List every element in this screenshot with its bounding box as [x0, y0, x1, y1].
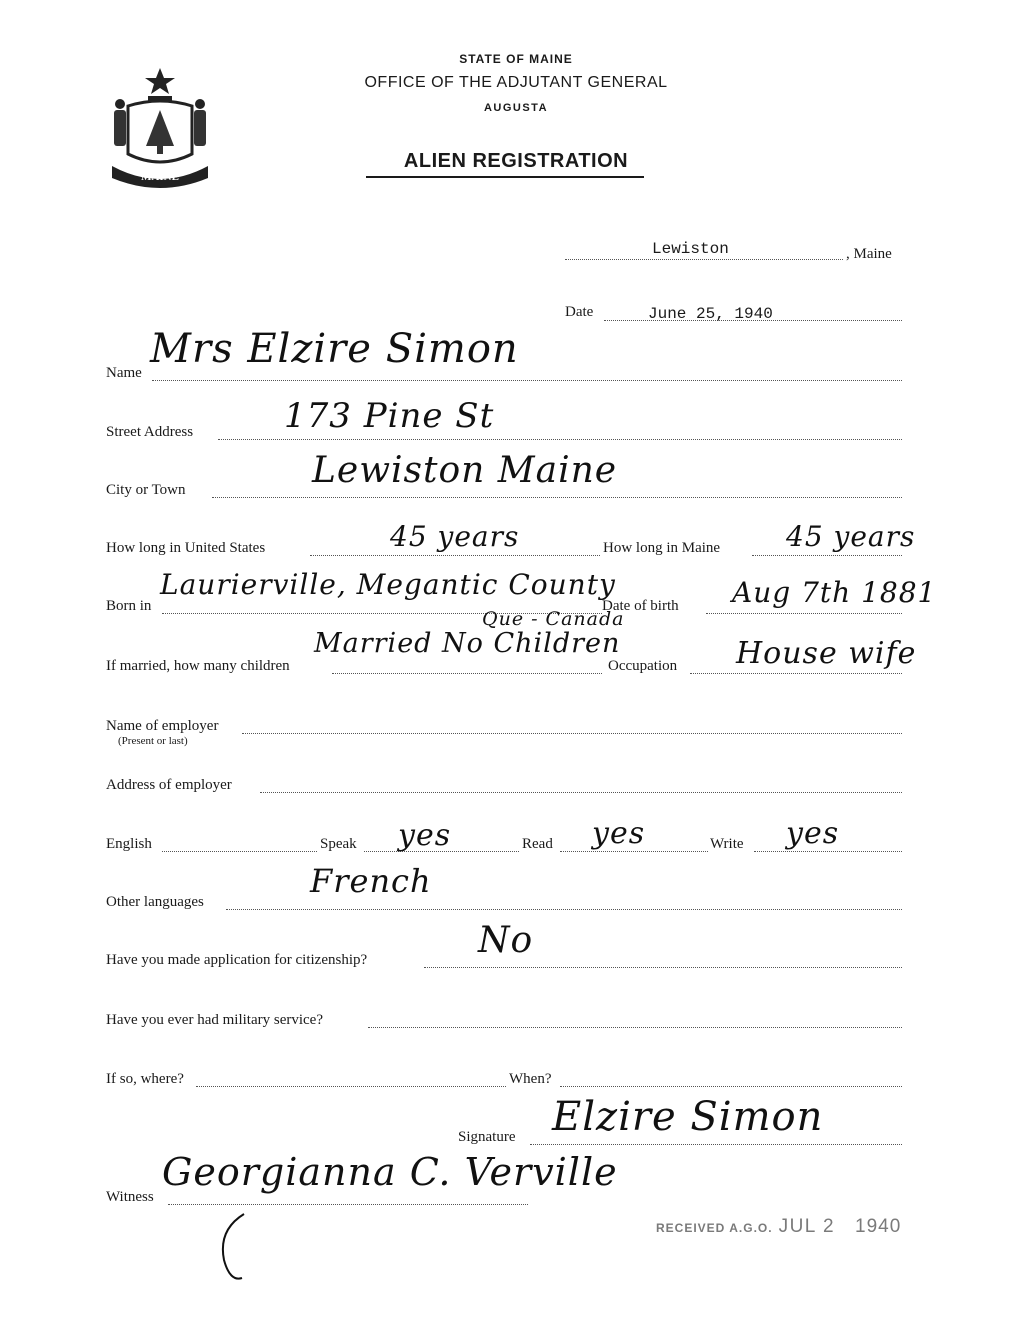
born-value[interactable]: Laurierville, Megantic County — [160, 568, 616, 601]
witness-flourish-icon — [214, 1210, 254, 1284]
speak-label: Speak — [320, 836, 357, 852]
citizenship-line — [424, 967, 902, 968]
write-label: Write — [710, 836, 744, 852]
date-label: Date — [565, 304, 594, 320]
dob-line — [706, 613, 902, 614]
date-value[interactable]: June 25, 1940 — [648, 305, 773, 323]
english-label: English — [106, 836, 152, 852]
place-value[interactable]: Lewiston — [652, 240, 729, 258]
other-languages-line — [226, 909, 902, 910]
occupation-line — [690, 673, 902, 674]
where-label: If so, where? — [106, 1071, 184, 1087]
place-suffix: , Maine — [846, 246, 892, 262]
office-heading: OFFICE OF THE ADJUTANT GENERAL — [364, 74, 668, 91]
how-long-us-value[interactable]: 45 years — [390, 520, 520, 553]
received-stamp-date: JUL 2 — [778, 1216, 836, 1237]
employer-sublabel: (Present or last) — [118, 735, 188, 747]
received-stamp-year: 1940 — [855, 1216, 902, 1237]
street-value[interactable]: 173 Pine St — [284, 396, 495, 436]
read-value[interactable]: yes — [592, 816, 646, 851]
citizenship-label: Have you made application for citizenship? — [106, 952, 368, 968]
received-stamp-label: RECEIVED A.G.O. — [656, 1221, 773, 1235]
city-line — [212, 497, 902, 498]
how-long-maine-line — [752, 555, 902, 556]
city-label: City or Town — [106, 482, 186, 498]
children-line — [332, 673, 602, 674]
children-value[interactable]: Married No Children — [314, 628, 621, 659]
write-value[interactable]: yes — [786, 816, 840, 851]
read-label: Read — [522, 836, 553, 852]
employer-line — [242, 733, 902, 734]
city-heading: AUGUSTA — [483, 102, 549, 114]
signature-line — [530, 1144, 902, 1145]
street-label: Street Address — [106, 424, 194, 440]
name-line — [152, 380, 902, 381]
citizenship-value[interactable]: No — [478, 920, 534, 961]
witness-value[interactable]: Georgianna C. Verville — [162, 1150, 618, 1194]
how-long-maine-value[interactable]: 45 years — [786, 520, 916, 553]
read-line — [560, 851, 708, 852]
military-label: Have you ever had military service? — [106, 1012, 323, 1028]
seal-label: MAINE — [141, 171, 179, 183]
when-label: When? — [509, 1071, 552, 1087]
form-title: ALIEN REGISTRATION — [403, 150, 629, 172]
english-line — [162, 851, 317, 852]
employer-label: Name of employer — [106, 718, 219, 734]
occupation-value[interactable]: House wife — [736, 636, 917, 671]
signature-label: Signature — [458, 1129, 516, 1145]
witness-label: Witness — [106, 1189, 154, 1205]
born-label: Born in — [106, 598, 152, 614]
received-stamp — [656, 1216, 901, 1238]
speak-value[interactable]: yes — [398, 818, 452, 853]
when-line — [560, 1086, 902, 1087]
witness-line — [168, 1204, 528, 1205]
other-languages-label: Other languages — [106, 894, 204, 910]
dob-label: Date of birth — [602, 598, 679, 614]
write-line — [754, 851, 902, 852]
state-heading: STATE OF MAINE — [459, 52, 573, 66]
born-value-2[interactable]: Que - Canada — [482, 608, 625, 630]
how-long-maine-label: How long in Maine — [603, 540, 721, 556]
employer-address-line — [260, 792, 902, 793]
city-value[interactable]: Lewiston Maine — [312, 450, 618, 491]
military-line — [368, 1027, 902, 1028]
other-languages-value[interactable]: French — [310, 862, 432, 900]
title-underline — [366, 176, 644, 178]
street-line — [218, 439, 902, 440]
name-label: Name — [106, 365, 142, 381]
how-long-us-line — [310, 555, 600, 556]
occupation-label: Occupation — [608, 658, 678, 674]
name-value[interactable]: Mrs Elzire Simon — [150, 326, 519, 372]
children-label: If married, how many children — [106, 658, 290, 674]
signature-value[interactable]: Elzire Simon — [552, 1094, 824, 1140]
dob-value[interactable]: Aug 7th 1881 — [732, 576, 937, 609]
where-line — [196, 1086, 506, 1087]
employer-address-label: Address of employer — [106, 777, 232, 793]
how-long-us-label: How long in United States — [106, 540, 266, 556]
place-line — [565, 259, 843, 260]
